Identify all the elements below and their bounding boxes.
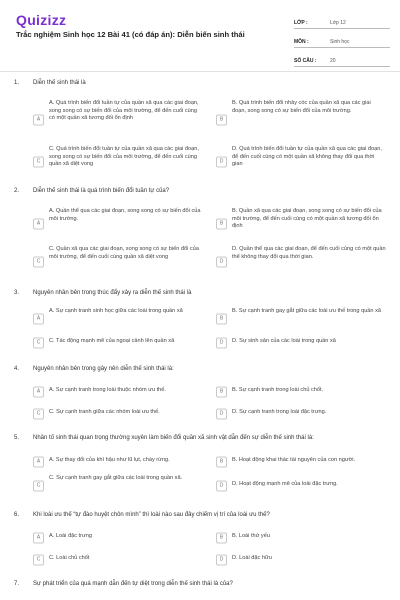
question-number: 4.: [14, 366, 20, 372]
meta-key: SỐ CÂU :: [294, 58, 317, 64]
question-number: 5.: [14, 435, 20, 441]
option-b[interactable]: [216, 532, 386, 544]
option-a[interactable]: [33, 532, 203, 544]
question-number: 7.: [14, 581, 20, 587]
option-text: B. Sự cạnh tranh trong loài chủ chốt.: [232, 387, 324, 393]
option-c[interactable]: [33, 554, 203, 566]
option-text: D. Hoạt động mạnh mẽ của loài đặc trưng.: [232, 481, 338, 487]
option-c[interactable]: [33, 146, 203, 178]
option-letter: B: [216, 219, 227, 230]
option-text: C. Tác động mạnh mẽ của ngoại cảnh lên quần xã: [49, 338, 175, 344]
question-text: Sự phát triển của quá mạnh dẫn đến tự diệt trong diễn thế sinh thái là của?: [33, 581, 233, 587]
meta-value: Lớp 12: [330, 20, 346, 26]
option-letter: C: [33, 257, 44, 268]
option-letter: B: [216, 115, 227, 126]
option-text: C. Quần xã qua các giai đoạn, song song có sự biến đổi của môi trường, để đến cuối cùng quần xã diệt vong: [49, 246, 199, 260]
option-d[interactable]: [216, 146, 386, 178]
option-a[interactable]: [33, 100, 203, 140]
meta-key: MÔN :: [294, 39, 309, 45]
option-b[interactable]: [216, 308, 386, 330]
option-letter: C: [33, 157, 44, 168]
option-letter: A: [33, 533, 44, 544]
meta-row-class: [294, 12, 390, 29]
option-d[interactable]: [216, 480, 386, 492]
option-text: D. Sự sinh sản của các loài trong quần xã: [232, 338, 336, 344]
option-text: D. Sự cạnh tranh trong loài đặc trưng.: [232, 409, 327, 415]
option-d[interactable]: [216, 554, 386, 566]
question-number: 2.: [14, 188, 20, 194]
option-text: B. Sự cạnh tranh gay gắt giữa các loài ưu thế trong quần xã: [232, 308, 381, 314]
option-letter: A: [33, 115, 44, 126]
meta-value: 20: [330, 58, 336, 64]
option-d[interactable]: [216, 337, 386, 349]
question-text: Nguyên nhân bên trong gây nên diễn thế sinh thái là:: [33, 366, 174, 372]
meta-row-count: [294, 50, 390, 67]
option-text: C. Quá trình biến đổi tuần tự của quần xã qua các giai đoạn, song song có sự biến đổi của môi trường, để đến cuối cùng quần xã diệt vong: [49, 146, 199, 168]
option-letter: D: [216, 555, 227, 566]
option-letter: D: [216, 481, 227, 492]
meta-row-subject: [294, 31, 390, 48]
question-number: 1.: [14, 80, 20, 86]
meta-key: LỚP :: [294, 20, 308, 26]
option-letter: D: [216, 338, 227, 349]
option-a[interactable]: [33, 456, 203, 468]
question-text: Khi loài ưu thế “tự đào huyệt chôn mình” thì loài nào sau đây chiếm vị trí của loài ưu thế?: [33, 512, 270, 518]
option-b[interactable]: [216, 386, 386, 398]
option-letter: D: [216, 257, 227, 268]
option-letter: D: [216, 157, 227, 168]
question-text: Diễn thế sinh thái là: [33, 80, 86, 86]
question-text: Nguyên nhân bên trong thúc đẩy xảy ra diễn thế sinh thái là: [33, 290, 192, 296]
option-letter: C: [33, 338, 44, 349]
option-text: B. Quá trình biến đổi nhảy cóc của quần xã qua các giai đoạn, song song có sự biến đổi của môi trường.: [232, 100, 371, 114]
option-letter: B: [216, 387, 227, 398]
option-c[interactable]: [33, 475, 203, 497]
option-letter: B: [216, 457, 227, 468]
option-text: A. Loài đặc trưng: [49, 533, 92, 539]
option-letter: B: [216, 314, 227, 325]
option-a[interactable]: [33, 208, 203, 240]
question-text: Nhân tố sinh thái quan trọng thường xuyên làm biến đổi quần xã sinh vật dẫn đến sự diễn thế sinh thái là:: [33, 435, 314, 441]
option-a[interactable]: [33, 386, 203, 398]
option-text: A. Quần thể qua các giai đoạn, song song có sự biến đổi của môi trường.: [49, 208, 201, 222]
option-letter: C: [33, 555, 44, 566]
option-c[interactable]: [33, 246, 203, 278]
option-a[interactable]: [33, 308, 203, 330]
option-text: C. Sự cạnh tranh gay gắt giữa các loài trong quần xã.: [49, 475, 183, 481]
page-title: Trắc nghiệm Sinh học 12 Bài 41 (có đáp án): Diễn biến sinh thái: [16, 30, 245, 39]
option-d[interactable]: [216, 408, 386, 420]
header-divider: [0, 71, 400, 72]
option-text: C. Loài chủ chốt: [49, 555, 90, 561]
option-d[interactable]: [216, 246, 386, 278]
option-text: C. Sự cạnh tranh giữa các nhóm loài ưu thế.: [49, 409, 160, 415]
option-letter: C: [33, 409, 44, 420]
option-c[interactable]: [33, 408, 203, 420]
option-text: B. Loài thứ yếu: [232, 533, 270, 539]
option-letter: A: [33, 219, 44, 230]
question-text: Diễn thế sinh thái là quá trình biến đổi tuần tự của?: [33, 188, 170, 194]
option-b[interactable]: [216, 100, 386, 140]
option-text: D. Quần thể qua các giai đoạn, để đến cuối cùng có một quần thể không thay đổi qua thời gian.: [232, 246, 386, 260]
option-b[interactable]: [216, 456, 386, 468]
option-letter: A: [33, 314, 44, 325]
option-letter: A: [33, 387, 44, 398]
option-text: B. Hoạt động khai thác tài nguyên của con người.: [232, 457, 356, 463]
question-number: 3.: [14, 290, 20, 296]
quizizz-logo: Quizizz: [16, 12, 67, 28]
option-letter: C: [33, 481, 44, 492]
option-text: A. Sự cạnh tranh sinh học giữa các loài trong quần xã: [49, 308, 183, 314]
quiz-meta: [294, 12, 390, 69]
question-number: 6.: [14, 512, 20, 518]
option-text: A. Sự thay đổi của khí hậu như lũ lụt, cháy rừng.: [49, 457, 170, 463]
option-text: D. Quá trình biến đổi tuần tự của quần xã qua các giai đoạn, để đến cuối cùng có một quần xã không thay đổi qua thời gian: [232, 146, 382, 168]
option-letter: B: [216, 533, 227, 544]
option-text: A. Quá trình biến đổi tuần tự của quần xã qua các giai đoạn, song song có sự biến đổi của môi trường, để đến cuối cùng có một quần xã tương đối ổn định: [49, 100, 199, 122]
option-text: B. Quần xã qua các giai đoạn, song song có sự biến đổi của môi trường, để đến cuối cùng có một quần xã tương đối ổn định: [232, 208, 382, 230]
option-b[interactable]: [216, 208, 386, 240]
option-letter: D: [216, 409, 227, 420]
meta-value: Sinh học: [330, 39, 350, 45]
option-letter: A: [33, 457, 44, 468]
option-text: A. Sự cạnh tranh trong loài thuộc nhóm ưu thế.: [49, 387, 166, 393]
option-c[interactable]: [33, 337, 203, 349]
option-text: D. Loài đặc hữu: [232, 555, 272, 561]
